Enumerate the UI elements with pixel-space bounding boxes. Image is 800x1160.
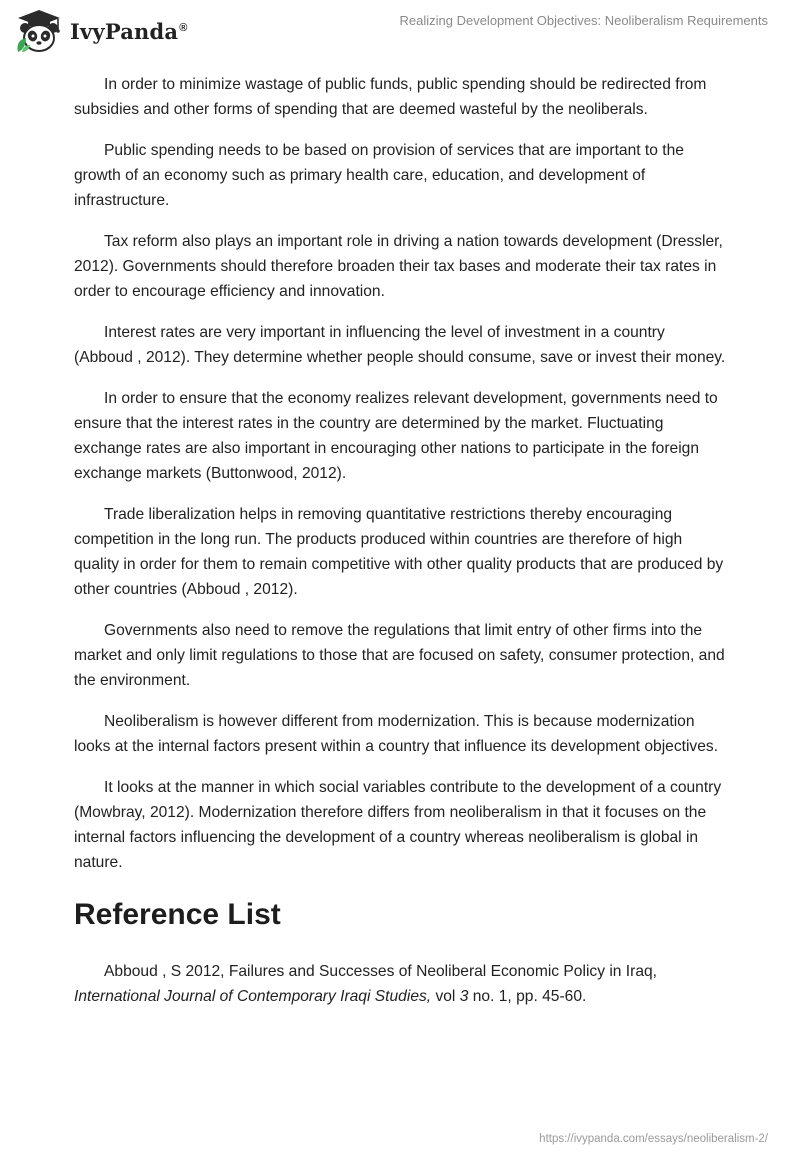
page-header bbox=[0, 0, 800, 60]
panda-graduate-icon bbox=[14, 8, 64, 54]
reference-vol-number: 3 bbox=[459, 988, 469, 1005]
essay-paragraph: Public spending needs to be based on provision of services that are important to the growth of an economy such as primary health care, education, and development of infrastructure. bbox=[74, 142, 684, 209]
document-title: Realizing Development Objectives: Neoliberalism Requirements bbox=[399, 13, 768, 28]
reference-journal: International Journal of Contemporary Iraqi Studies, bbox=[74, 988, 432, 1005]
essay-paragraph: In order to minimize wastage of public funds, public spending should be redirected from subsidies and other forms of spending that are deemed wasteful by the neoliberals. bbox=[74, 76, 707, 118]
essay-paragraph: Governments also need to remove the regulations that limit entry of other firms into the market and only limit regulations to those that are focused on safety, consumer protection, and the environment. bbox=[74, 622, 725, 689]
logo-wordmark: IvyPanda® bbox=[70, 18, 188, 44]
essay-content bbox=[74, 72, 728, 1009]
reference-vol-label: vol bbox=[431, 988, 460, 1005]
reference-entry bbox=[74, 959, 728, 1009]
essay-paragraph: Tax reform also plays an important role in driving a nation towards development (Dressler, 2012). Governments should therefore broaden their tax bases and moderate their tax rates in order to encourage efficiency and innovation. bbox=[74, 233, 723, 300]
reference-authors-title: Abboud , S 2012, Failures and Successes of Neoliberal Economic Policy in Iraq, bbox=[104, 963, 658, 980]
essay-paragraph: Neoliberalism is however different from modernization. This is because modernization looks at the internal factors present within a country that influence its development objectives. bbox=[74, 713, 719, 755]
essay-paragraph: It looks at the manner in which social variables contribute to the development of a country (Mowbray, 2012). Modernization therefore differs from neoliberalism in that it focuses on the internal factors influencing the development of a country whereas neoliberalism is global in nature. bbox=[74, 779, 722, 871]
ivypanda-logo[interactable] bbox=[14, 8, 188, 54]
essay-paragraph: In order to ensure that the economy realizes relevant development, governments need to ensure that the interest rates in the country are determined by the market. Fluctuating exchange rates are also important in encouraging other nations to participate in the foreign exchange markets (Buttonwood, 2012). bbox=[74, 390, 718, 482]
essay-paragraph: Trade liberalization helps in removing quantitative restrictions thereby encouraging competition in the long run. The products produced within countries are therefore of high quality in order for them to remain competitive with other quality products that are produced by other countries (Abboud , 2012). bbox=[74, 506, 724, 598]
reference-issue-pages: no. 1, pp. 45-60. bbox=[468, 988, 587, 1005]
reference-list-heading: Reference List bbox=[74, 898, 281, 931]
essay-paragraph: Interest rates are very important in influencing the level of investment in a country (Abboud , 2012). They determine whether people should consume, save or invest their money. bbox=[74, 324, 726, 366]
registered-mark: ® bbox=[179, 21, 188, 34]
source-url[interactable]: https://ivypanda.com/essays/neoliberalism-2/ bbox=[539, 1133, 768, 1145]
